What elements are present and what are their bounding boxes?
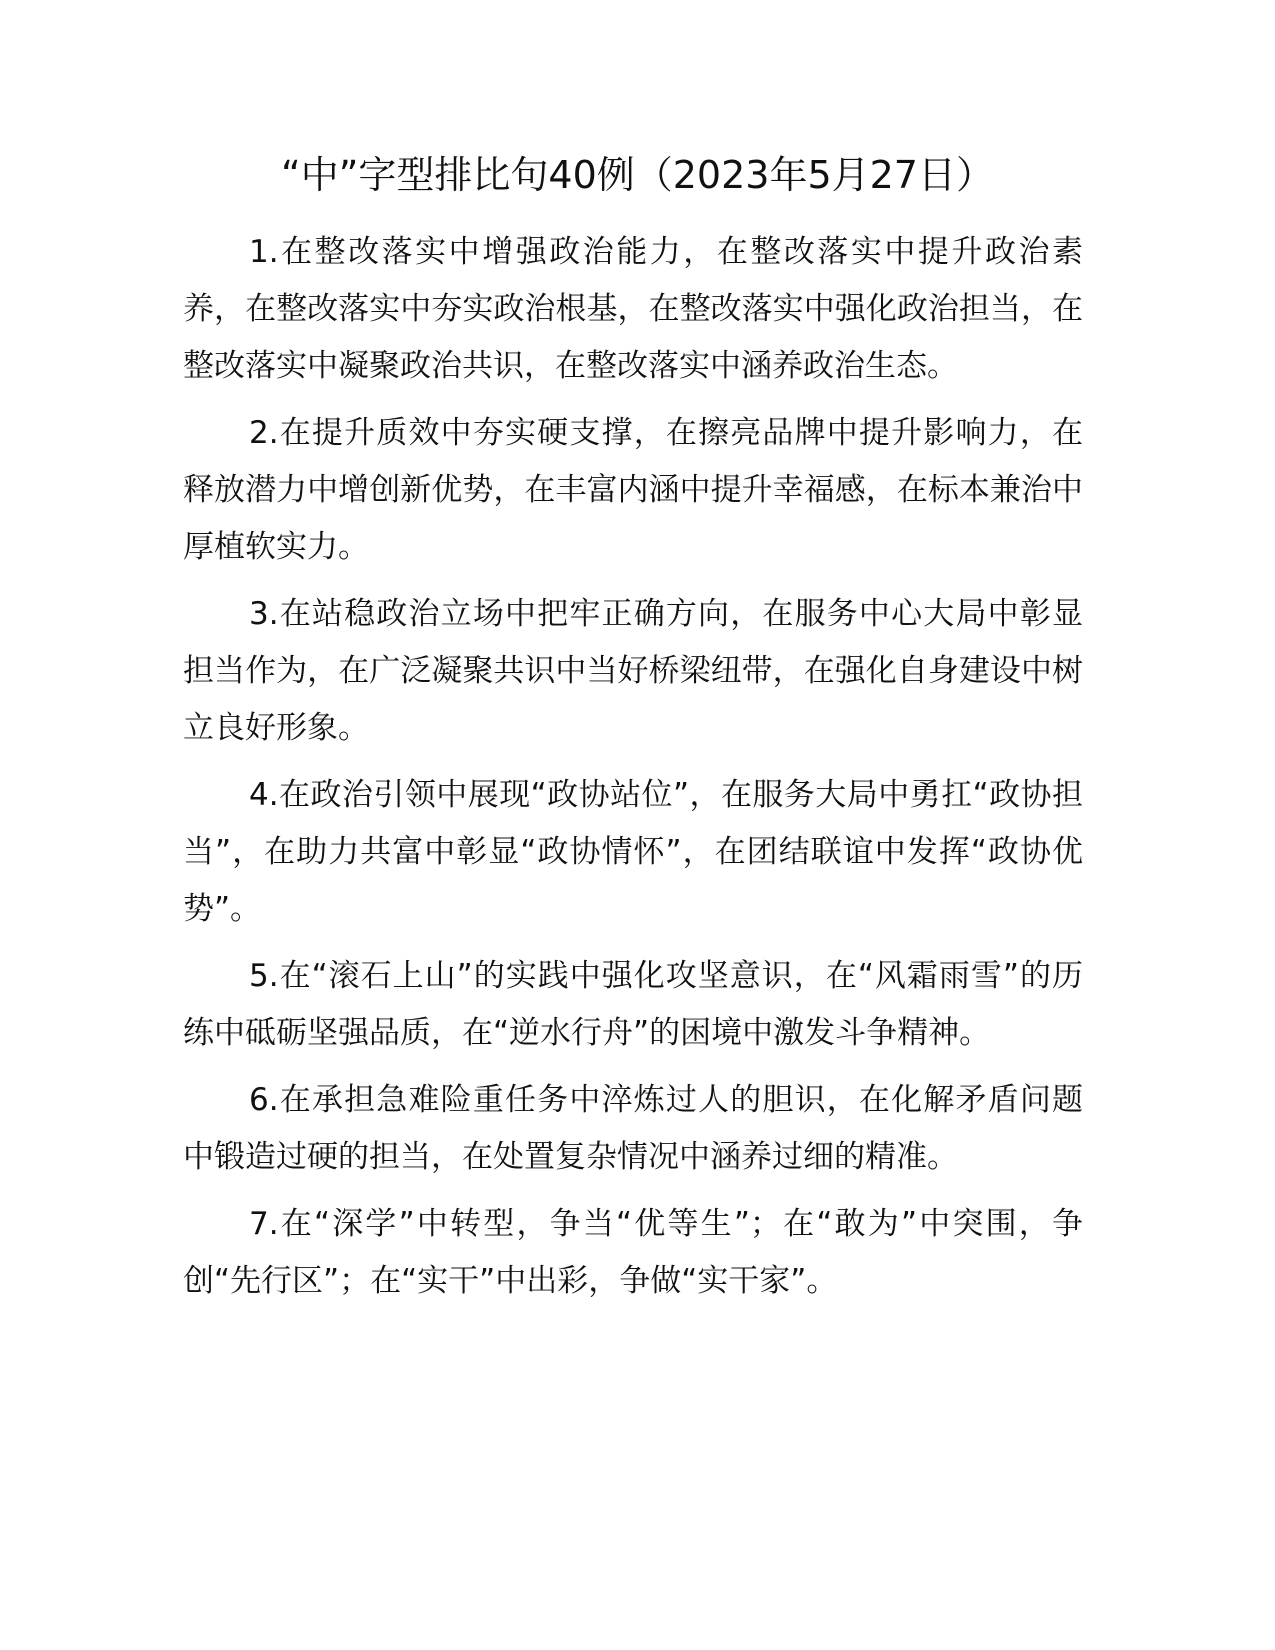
paragraph-1: 1.在整改落实中增强政治能力，在整改落实中提升政治素养，在整改落实中夯实政治根基，在整改落实中强化政治担当，在整改落实中凝聚政治共识，在整改落实中涵养政治生态。	[183, 234, 1083, 384]
paragraph-5: 5.在“滚石上山”的实践中强化攻坚意识，在“风霜雨雪”的历练中砥砺坚强品质，在“逆水行舟”的困境中激发斗争精神。	[183, 958, 1083, 1051]
paragraph-6: 6.在承担急难险重任务中淬炼过人的胆识，在化解矛盾问题中锻造过硬的担当，在处置复杂情况中涵养过细的精准。	[183, 1082, 1083, 1175]
paragraph-3: 3.在站稳政治立场中把牢正确方向，在服务中心大局中彰显担当作为，在广泛凝聚共识中当好桥梁纽带，在强化自身建设中树立良好形象。	[183, 596, 1083, 746]
paragraph-4: 4.在政治引领中展现“政协站位”，在服务大局中勇扛“政协担当”，在助力共富中彰显“政协情怀”，在团结联谊中发挥“政协优势”。	[183, 777, 1083, 927]
document-body	[183, 224, 1083, 1320]
paragraph-2: 2.在提升质效中夯实硬支撑，在擦亮品牌中提升影响力，在释放潜力中增创新优势，在丰富内涵中提升幸福感，在标本兼治中厚植软实力。	[183, 415, 1083, 565]
paragraph-7: 7.在“深学”中转型，争当“优等生”；在“敢为”中突围，争创“先行区”；在“实干”中出彩，争做“实干家”。	[183, 1206, 1083, 1299]
document-title: “中”字型排比句40例（2023年5月27日）	[281, 153, 994, 197]
